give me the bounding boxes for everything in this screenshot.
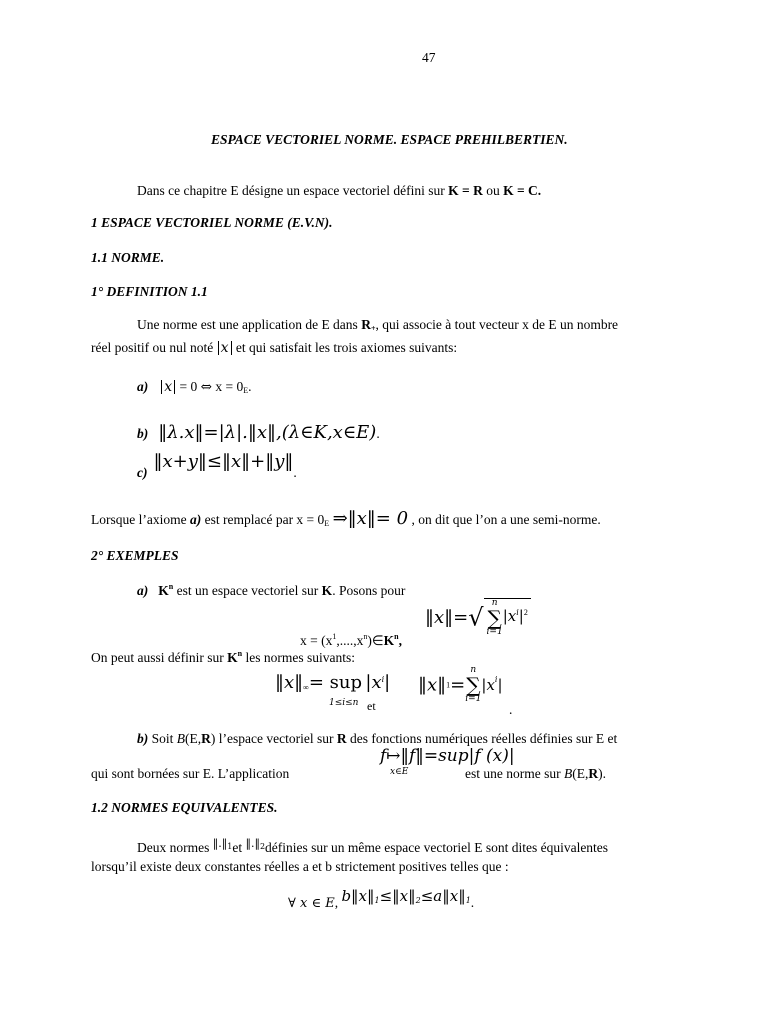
one-eq: = — [450, 674, 466, 696]
ex-b-l2-B: B — [563, 766, 573, 781]
one-lhs: ‖x‖ — [418, 674, 447, 696]
equiv-n2: ‖.‖ — [245, 837, 260, 850]
euclid-square: 2 — [523, 608, 528, 618]
equiv-t2: définies sur un même espace vectoriel E sont dites équivalentes — [265, 840, 609, 855]
axiom-a-iff: ⇔ — [200, 379, 212, 395]
axiom-c: c)‖x+y‖≤‖x‖+‖y‖. — [137, 451, 297, 480]
ex-a-text2: . Posons pour — [332, 583, 406, 598]
inf-norm-formula — [275, 672, 390, 693]
examples-heading: 2° EXEMPLES — [91, 548, 179, 563]
ineq-c: ≤a‖x‖ — [420, 887, 466, 905]
semi-ital: a) — [189, 512, 202, 527]
sqrt-body — [484, 598, 531, 637]
equiv-line1 — [137, 837, 609, 856]
inf-sup: i — [381, 675, 385, 684]
example-b-line2b — [465, 766, 606, 782]
ex-a-n: n — [168, 582, 174, 591]
equiv-n1s: 1 — [227, 842, 233, 851]
sup-limit: x∈E — [390, 767, 409, 777]
also-k: K — [227, 650, 238, 665]
ex-b-t3: ) l’espace vectoriel sur — [210, 731, 337, 746]
sum-symbol: n ∑ i=1 — [486, 598, 503, 637]
one-sub: 1 — [446, 680, 451, 690]
semi-sub: E — [324, 519, 330, 528]
euclid-lhs: ‖x‖= — [425, 607, 469, 628]
inf-term: |x — [365, 672, 382, 693]
forall-x: ∀ x ∈ E — [288, 896, 335, 911]
example-a-also — [91, 649, 355, 666]
ineq-b: ≤‖x‖ — [379, 887, 416, 905]
intro-text: Dans ce chapitre E désigne un espace vectoriel défini sur — [137, 183, 449, 198]
xdef-k: K — [383, 633, 395, 648]
ex-b-l2d: ). — [598, 766, 606, 781]
axiom-b: b) ‖λ.x‖=|λ|.‖x‖,(λ∈K,x∈E). — [137, 422, 380, 443]
euclid-term-sup: i — [516, 608, 519, 618]
axiom-c-label: c) — [137, 465, 148, 480]
axiom-a-rhs: x = 0 — [215, 379, 244, 394]
one-top: n — [470, 665, 477, 675]
ex-b-label: b) — [137, 731, 149, 746]
one-bot: i=1 — [465, 694, 482, 704]
def-text-a: Une norme est une application de E dans — [137, 317, 362, 332]
ex-b-t4: des fonctions numériques réelles définies sur E et — [346, 731, 618, 746]
equiv-n1: ‖.‖ — [212, 837, 228, 850]
one-sup: i — [494, 675, 498, 685]
def-text-c: réel positif ou nul noté — [91, 340, 217, 355]
ex-b-l2c: (E, — [572, 766, 589, 781]
equiv-n2s: 2 — [259, 842, 266, 851]
example-b-line1 — [137, 731, 617, 747]
also-b: les normes suivants: — [242, 650, 355, 665]
def-text-b: , qui associe à tout vecteur x de E un nombre — [375, 317, 619, 332]
ineq-a: b‖x‖ — [341, 887, 375, 905]
also-a: On peut aussi définir sur — [91, 650, 228, 665]
example-a-line1 — [137, 582, 405, 599]
euclid-term: |x — [502, 607, 517, 626]
ineq-s2: 2 — [415, 896, 421, 905]
ex-a-k: K — [158, 583, 169, 598]
intro-field1: K = R — [448, 183, 483, 198]
sup-norm-formula: f↦‖f‖=sup|f (x)| — [380, 746, 515, 766]
ineq-s1: 1 — [374, 896, 380, 905]
example-b-line2: qui sont bornées sur E. L’application — [91, 766, 290, 781]
page-number: 47 — [422, 50, 436, 65]
inf-limits: 1≤i≤n — [329, 698, 359, 708]
semi-formula: ‖x‖= 0 — [347, 508, 409, 529]
ex-a-label: a) — [137, 583, 149, 598]
semi-text-c: , on dit que l’on a une semi-norme. — [408, 512, 601, 527]
x-definition: $x = (x^1,....,x^n)\in K^n$, — [300, 632, 402, 648]
ex-b-l2-R: R — [588, 766, 599, 781]
equiv-line2: lorsqu’il existe deux constantes réelles a et b strictement positives telles que : — [91, 859, 509, 874]
one-term: |x — [481, 676, 495, 694]
ex-a-k2: K — [321, 583, 333, 598]
def-r: R — [361, 317, 371, 332]
intro-or: ou — [482, 183, 504, 198]
euclidean-norm-formula: ‖x‖=√ n ∑ i=1 $|x^i|^2$ — [425, 598, 531, 637]
inf-end: | — [384, 672, 391, 693]
axiom-a: a) x = 0 ⇔ $x = 0_E$. — [137, 379, 252, 395]
ex-b-t2: (E, — [185, 731, 202, 746]
norm-x-symbol: x — [218, 341, 232, 355]
equiv-inequality: ∀ x ∈ E, $b‖x‖_1\le‖x‖_2\le a‖x‖_1$. — [288, 887, 475, 911]
ex-b-B: B — [176, 731, 186, 746]
et-word: et — [367, 699, 376, 713]
xdef-n: n — [363, 632, 368, 641]
axiom-a-eq: = 0 — [179, 379, 198, 394]
xdef-end: , — [398, 633, 402, 648]
axiom-b-label: b) — [137, 426, 149, 441]
inf-lhs: ‖x‖ — [275, 672, 304, 693]
ineq-s3: 1 — [465, 896, 471, 905]
axiom-a-sub: E — [243, 386, 249, 395]
xdef-a: x = (x — [300, 633, 333, 648]
definition-line1 — [137, 317, 618, 333]
euclid-term-end: | — [518, 607, 524, 626]
semi-text-b: est remplacé par x = 0 — [201, 512, 325, 527]
sum-top: n — [491, 598, 498, 608]
xdef-kn: n — [394, 632, 399, 641]
intro-paragraph — [137, 183, 541, 199]
axiom-a-norm: x — [161, 380, 175, 394]
intro-field2: K = C. — [503, 183, 542, 198]
semi-text-a: Lorsque l’axiome — [91, 512, 190, 527]
section12-heading: 1.2 NORMES EQUIVALENTES. — [91, 800, 278, 815]
page-title: ESPACE VECTORIEL NORME. ESPACE PREHILBERTIEN. — [211, 132, 568, 147]
ex-a-text: est un espace vectoriel sur — [173, 583, 322, 598]
xdef-b: ,....,x — [336, 633, 364, 648]
axiom-b-formula: ‖λ.x‖=|λ|.‖x‖,(λ∈K,x∈E) — [158, 422, 377, 443]
def-text-d: et qui satisfait les trois axiomes suivants: — [232, 340, 458, 355]
inf-eq: = sup — [308, 672, 363, 693]
also-n: n — [237, 649, 243, 658]
axiom-a-label: a) — [137, 379, 149, 394]
sum-bot: i=1 — [486, 627, 503, 637]
implies-arrow: ⇒ — [332, 508, 348, 529]
ex-b-R: R — [201, 731, 211, 746]
one-end: | — [497, 676, 503, 694]
xdef-c: )∈ — [367, 633, 384, 648]
equiv-et: et — [232, 840, 243, 855]
inf-sub: ∞ — [303, 683, 309, 692]
semi-norm-paragraph — [91, 508, 601, 529]
equiv-t1: Deux normes — [137, 840, 213, 855]
ex-b-l2b: est une norme sur — [465, 766, 564, 781]
ex-b-R2: R — [336, 731, 347, 746]
axiom-c-formula: ‖x+y‖≤‖x‖+‖y‖ — [153, 451, 294, 472]
def-plus: + — [370, 324, 376, 333]
one-sum: n ∑ i=1 — [465, 665, 482, 704]
definition-heading: 1° DEFINITION 1.1 — [91, 284, 208, 299]
section1-heading: 1 ESPACE VECTORIEL NORME (E.V.N). — [91, 215, 333, 230]
section11-heading: 1.1 NORME. — [91, 250, 165, 265]
definition-line2 — [91, 340, 457, 356]
one-norm-formula — [418, 666, 503, 704]
ex-b-t1: Soit — [148, 731, 177, 746]
